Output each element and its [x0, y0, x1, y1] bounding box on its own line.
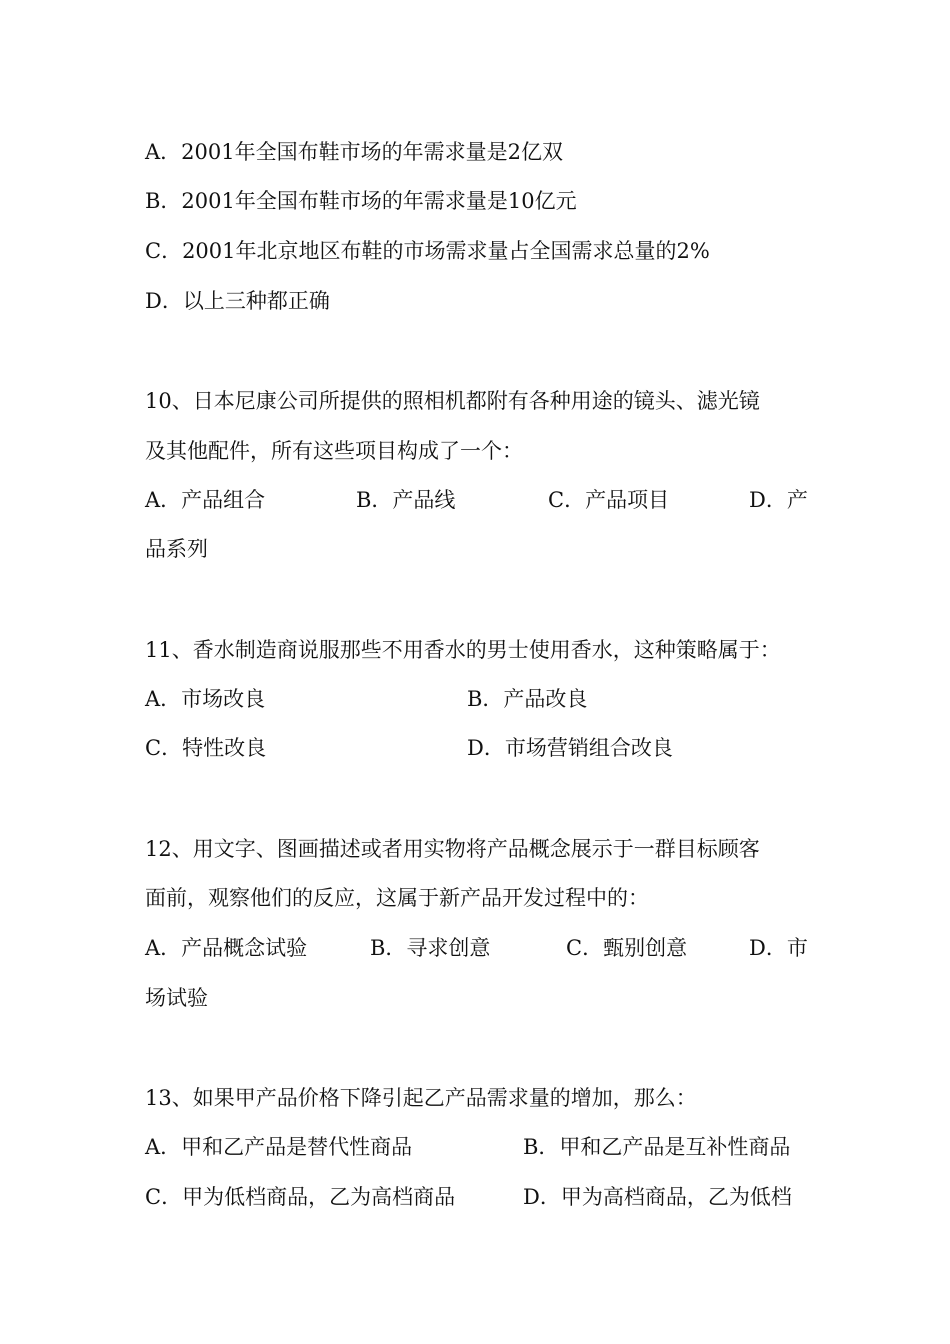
- q11-option-b: B．产品改良: [467, 687, 588, 711]
- q12-option-a: A．产品概念试验: [145, 936, 308, 960]
- q12-option-d: D．市: [749, 936, 808, 960]
- q9-option-c: C．2001年北京地区布鞋的市场需求量占全国需求总量的2%: [145, 239, 710, 263]
- q12-option-c: C．甄别创意: [566, 936, 688, 960]
- q10-option-b: B．产品线: [356, 488, 456, 512]
- q10-option-d-continued: 品系列: [145, 537, 208, 561]
- q13-option-a: A．甲和乙产品是替代性商品: [145, 1135, 413, 1159]
- q10-option-c: C．产品项目: [548, 488, 670, 512]
- q11-stem: 11、香水制造商说服那些不用香水的男士使用香水，这种策略属于：: [145, 638, 781, 662]
- q13-option-c: C．甲为低档商品，乙为高档商品: [145, 1185, 456, 1209]
- q10-stem-line2: 及其他配件，所有这些项目构成了一个：: [145, 439, 523, 463]
- q11-option-a: A．市场改良: [145, 687, 266, 711]
- q13-stem: 13、如果甲产品价格下降引起乙产品需求量的增加，那么：: [145, 1086, 697, 1110]
- q10-option-d: D．产: [749, 488, 808, 512]
- q12-option-d-continued: 场试验: [145, 986, 208, 1010]
- q9-option-d: D．以上三种都正确: [145, 289, 330, 313]
- q13-option-d: D．甲为高档商品，乙为低档: [523, 1185, 792, 1209]
- q10-option-a: A．产品组合: [145, 488, 266, 512]
- q9-option-b: B．2001年全国布鞋市场的年需求量是10亿元: [145, 189, 577, 213]
- q12-stem-line2: 面前，观察他们的反应，这属于新产品开发过程中的：: [145, 886, 649, 910]
- q11-option-d: D．市场营销组合改良: [467, 736, 673, 760]
- q10-stem-line1: 10、日本尼康公司所提供的照相机都附有各种用途的镜头、滤光镜: [145, 389, 760, 413]
- q9-option-a: A．2001年全国布鞋市场的年需求量是2亿双: [145, 140, 563, 164]
- q12-option-b: B．寻求创意: [370, 936, 491, 960]
- q13-option-b: B．甲和乙产品是互补性商品: [523, 1135, 791, 1159]
- q12-stem-line1: 12、用文字、图画描述或者用实物将产品概念展示于一群目标顾客: [145, 837, 760, 861]
- q11-option-c: C．特性改良: [145, 736, 267, 760]
